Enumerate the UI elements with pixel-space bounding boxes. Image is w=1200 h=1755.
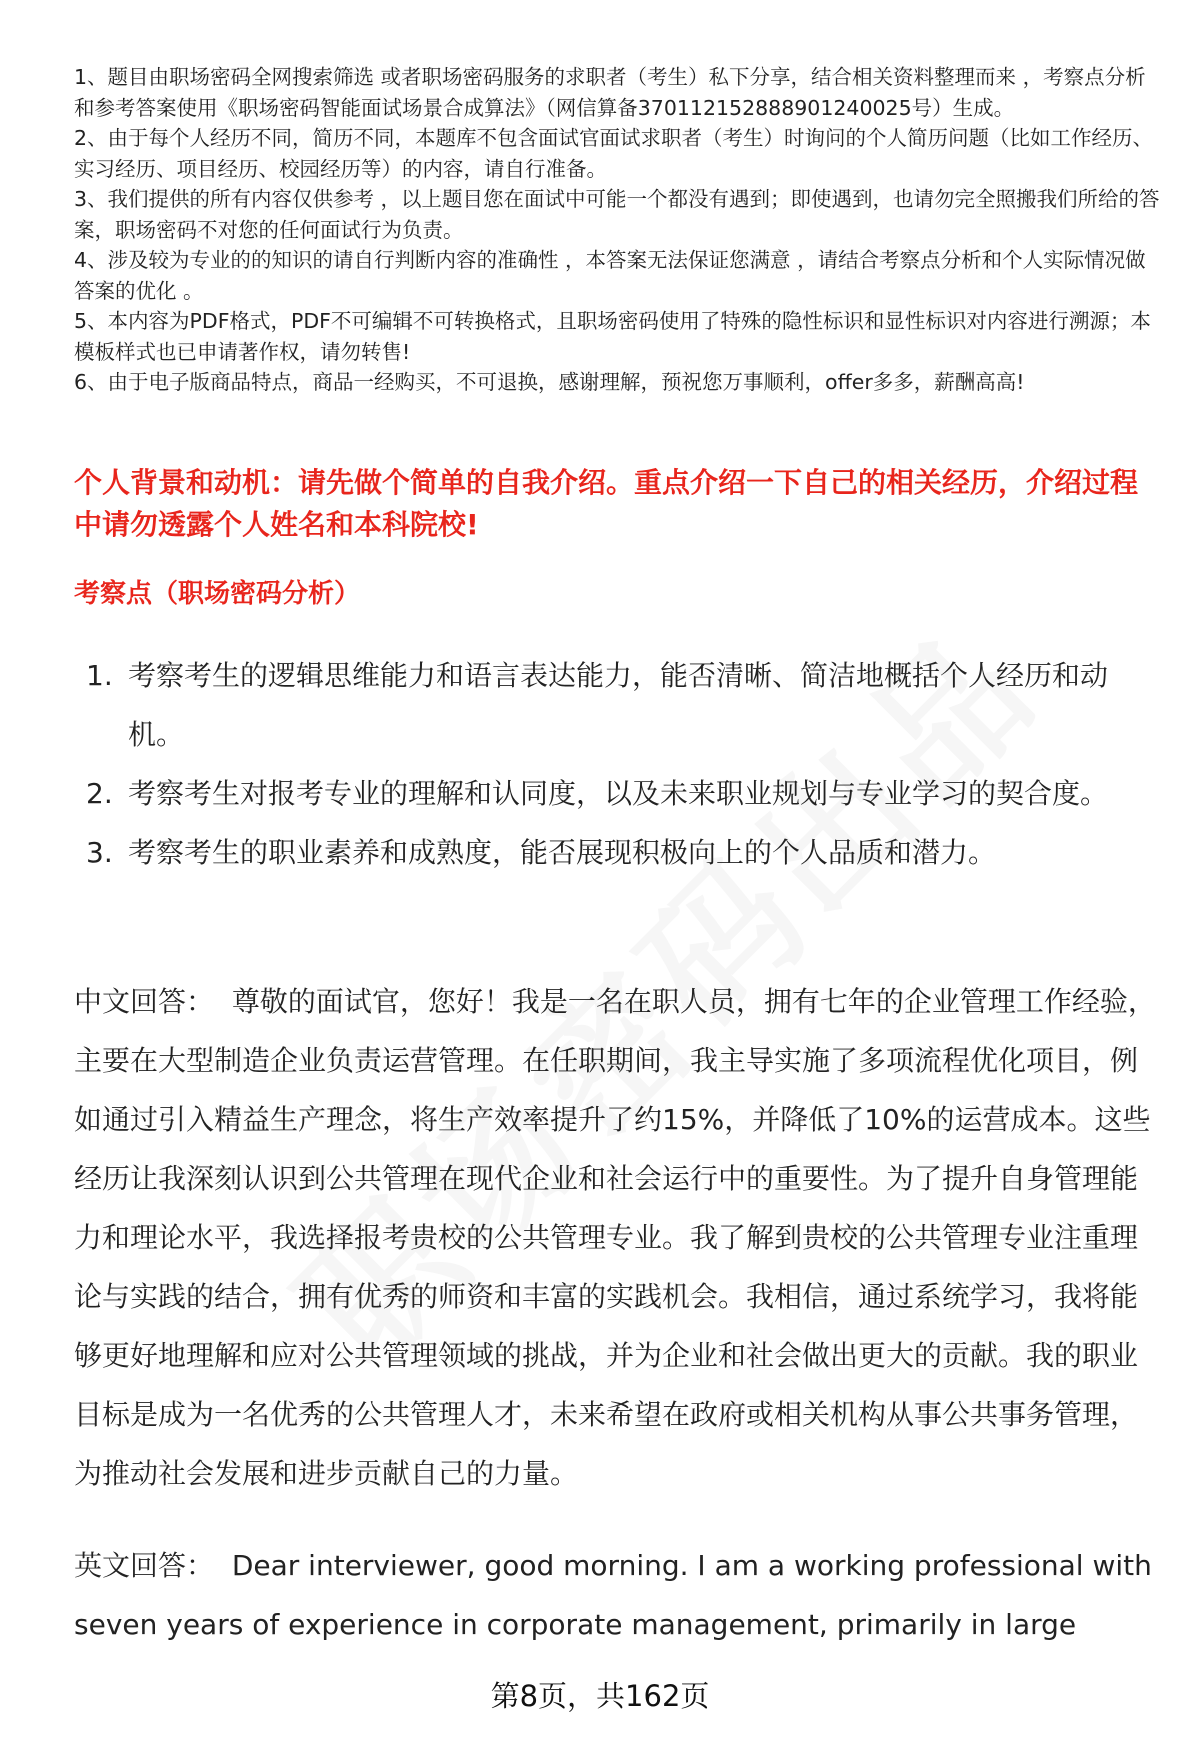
analysis-title: 考察点（职场密码分析） (74, 579, 361, 609)
chinese-answer-label: 中文回答： (74, 985, 215, 1018)
page-number: 第8页，共162页 (490, 1679, 710, 1713)
point-text: 考察考生的职业素养和成熟度，能否展现积极向上的个人品质和潜力。 (128, 836, 997, 869)
analysis-point (74, 646, 1154, 764)
analysis-point (74, 764, 1154, 823)
note-item: 3、我们提供的所有内容仅供参考 ，以上题目您在面试中可能一个都没有遇到；即使遇到，也请勿完全照搬我们所给的答案，职场密码不对您的任何面试行为负责。 (74, 187, 1160, 242)
note-item: 4、涉及较为专业的的知识的请自行判断内容的准确性 ，本答案无法保证您满意 ，请结合考察点分析和个人实际情况做答案的优化 。 (74, 248, 1146, 303)
point-text: 考察考生对报考专业的理解和认同度，以及未来职业规划与专业学习的契合度。 (128, 777, 1109, 810)
note-item: 1、题目由职场密码全网搜索筛选 或者职场密码服务的求职者（考生）私下分享，结合相关资料整理而来 ，考察点分析和参考答案使用《职场密码智能面试场景合成算法》（网信算备370112152888901240025号）生成。 (74, 65, 1146, 120)
point-number: 1. (86, 659, 113, 692)
note-item: 5、本内容为PDF格式，PDF不可编辑不可转换格式，且职场密码使用了特殊的隐性标识和显性标识对内容进行溯源；本模板样式也已申请著作权，请勿转售! (74, 309, 1151, 364)
chinese-answer-text: 尊敬的面试官，您好！我是一名在职人员，拥有七年的企业管理工作经验，主要在大型制造企业负责运营管理。在任职期间，我主导实施了多项流程优化项目，例如通过引入精益生产理念，将生产效率提升了约15%，并降低了10%的运营成本。这些经历让我深刻认识到公共管理在现代企业和社会运行中的重要性。为了提升自身管理能力和理论水平，我选择报考贵校的公共管理专业。我了解到贵校的公共管理专业注重理论与实践的结合，拥有优秀的师资和丰富的实践机会。我相信，通过系统学习，我将能够更好地理解和应对公共管理领域的挑战，并为企业和社会做出更大的贡献。我的职业目标是成为一名优秀的公共管理人才，未来希望在政府或相关机构从事公共事务管理，为推动社会发展和进步贡献自己的力量。 (74, 985, 1156, 1490)
english-answer (74, 1536, 1158, 1654)
point-number: 3. (86, 836, 113, 869)
note-item: 6、由于电子版商品特点，商品一经购买，不可退换，感谢理解，预祝您万事顺利，offer多多，薪酬高高! (74, 370, 1025, 394)
english-answer-label: 英文回答： (74, 1549, 215, 1582)
point-text: 考察考生的逻辑思维能力和语言表达能力，能否清晰、简洁地概括个人经历和动机。 (128, 659, 1109, 751)
point-number: 2. (86, 777, 113, 810)
note-item: 2、由于每个人经历不同，简历不同，本题库不包含面试官面试求职者（考生）时询问的个人简历问题（比如工作经历、实习经历、项目经历、校园经历等）的内容，请自行准备。 (74, 126, 1154, 181)
chinese-answer (74, 972, 1158, 1503)
analysis-point (74, 823, 1154, 882)
analysis-points (74, 646, 1154, 882)
interview-question: 个人背景和动机：请先做个简单的自我介绍。重点介绍一下自己的相关经历，介绍过程中请勿透露个人姓名和本科院校! (74, 466, 1139, 541)
disclaimer-notes (74, 62, 1164, 398)
english-answer-text: Dear interviewer, good morning. I am a working professional with seven years of experience in corporate management, primarily in large (74, 1549, 1152, 1641)
